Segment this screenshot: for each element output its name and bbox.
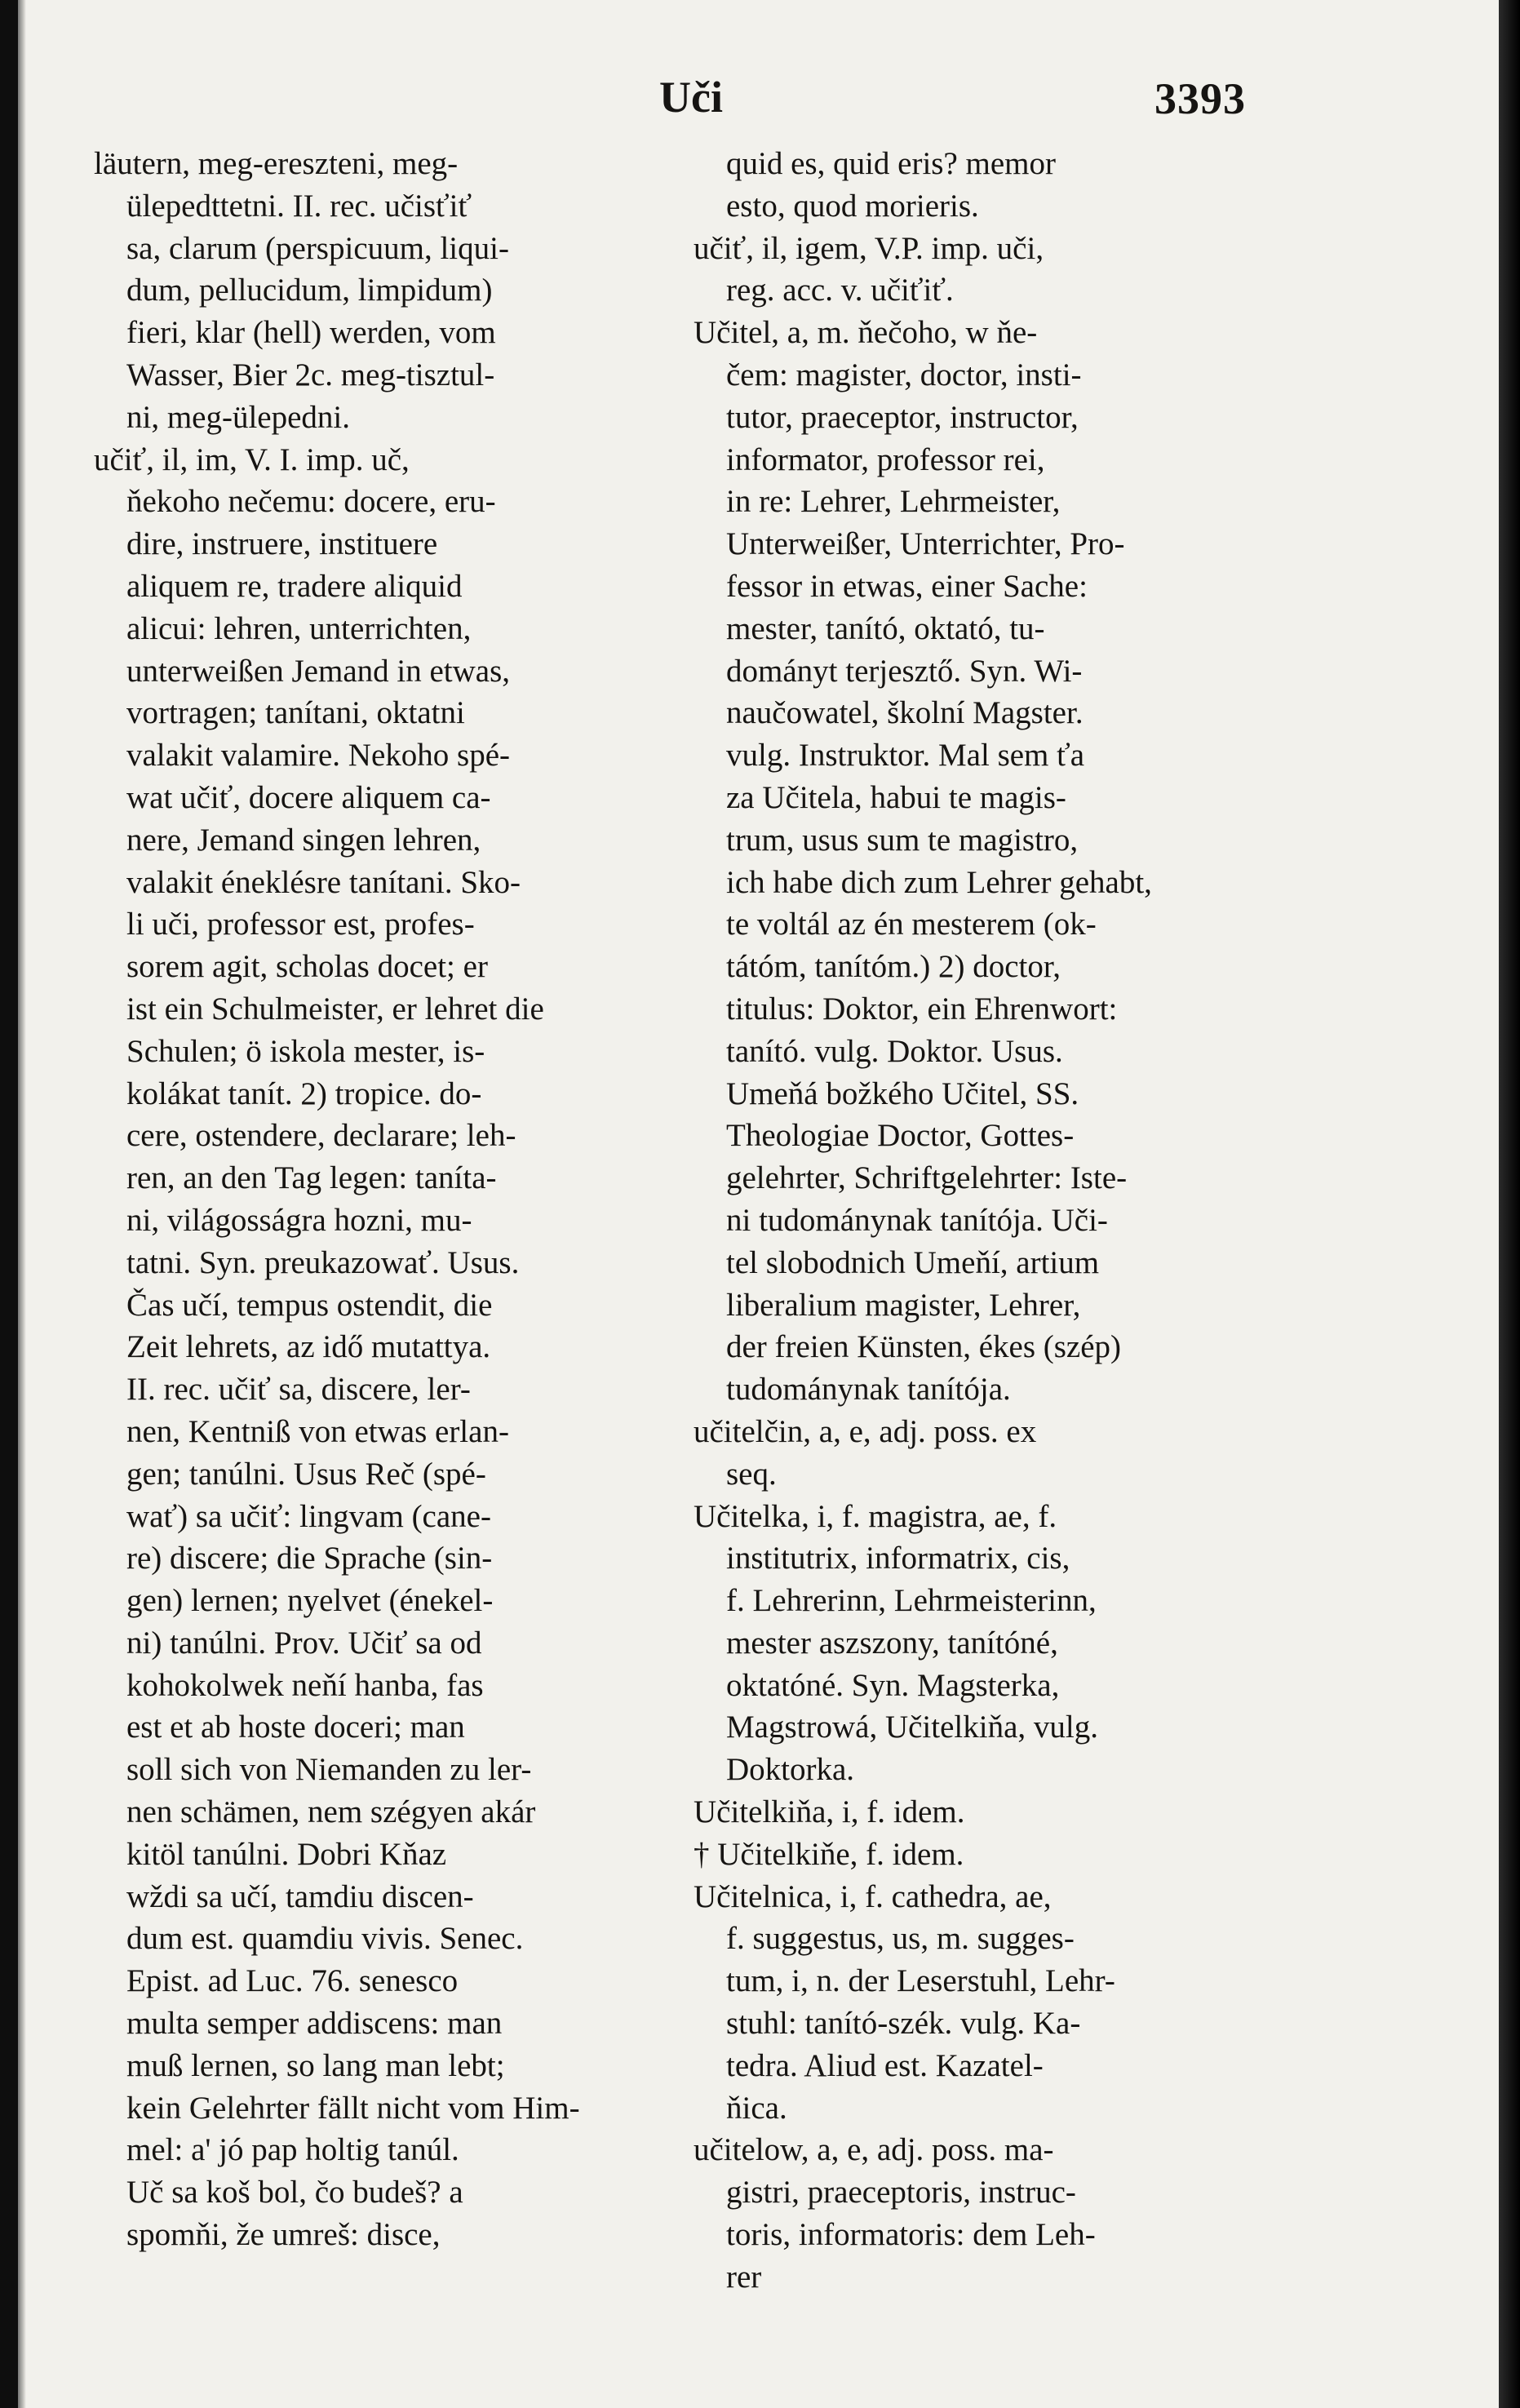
text-line: mester, tanító, oktató, tu- [726, 610, 1045, 646]
page-edge-shadow [1499, 0, 1520, 2408]
text-line: tel slobodnich Umeňí, artium [726, 1244, 1100, 1280]
entry-headword-line: läutern, meg-ereszteni, meg- [94, 146, 459, 181]
text-line: seq. [726, 1456, 777, 1492]
text-line: in re: Lehrer, Lehrmeister, [726, 484, 1061, 520]
text-line: Doktorka. [726, 1752, 855, 1788]
text-line: ülepedttetni. II. rec. učisťiť [126, 188, 472, 224]
text-line: Uč sa koš bol, čo budeš? a [126, 2175, 463, 2211]
text-line: dum est. quamdiu vivis. Senec. [126, 1921, 524, 1957]
text-line: Epist. ad Luc. 76. senesco [126, 1963, 459, 1999]
text-line: toris, informatoris: dem Leh- [726, 2217, 1096, 2253]
text-line: alicui: lehren, unterrichten, [126, 610, 472, 646]
left-column [94, 143, 677, 2256]
text-line: gelehrter, Schriftgelehrter: Iste- [726, 1160, 1128, 1196]
text-line: ňekoho nečemu: docere, eru- [126, 484, 496, 520]
text-line: Umeňá božkého Učitel, SS. [726, 1075, 1079, 1111]
entry-headword-line: † Učitelkiňe, f. idem. [694, 1836, 964, 1872]
text-line: multa semper addiscens: man [126, 2006, 503, 2042]
text-line: re) discere; die Sprache (sin- [126, 1541, 493, 1577]
entry-headword-line: Učitelkiňa, i, f. idem. [694, 1794, 965, 1830]
text-line: dum, pellucidum, limpidum) [126, 273, 493, 308]
text-line: sorem agit, scholas docet; er [126, 949, 488, 985]
text-line: valakit valamire. Nekoho spé- [126, 738, 510, 774]
text-line: sa, clarum (perspicuum, liqui- [126, 230, 509, 266]
text-line: nere, Jemand singen lehren, [126, 822, 481, 858]
text-line: tanító. vulg. Doktor. Usus. [726, 1033, 1063, 1069]
text-line: vulg. Instruktor. Mal sem ťa [726, 738, 1085, 774]
text-line: Wasser, Bier 2c. meg-tisztul- [126, 357, 495, 392]
text-line: ni, meg-ülepedni. [126, 399, 351, 435]
text-line: fieri, klar (hell) werden, vom [126, 315, 496, 351]
text-line: valakit éneklésre tanítani. Sko- [126, 864, 521, 900]
text-line: Unterweißer, Unterrichter, Pro- [726, 526, 1125, 562]
text-line: li uči, professor est, profes- [126, 907, 475, 942]
text-line: ren, an den Tag legen: taníta- [126, 1160, 497, 1196]
text-line: titulus: Doktor, ein Ehrenwort: [726, 991, 1118, 1027]
text-line: ni tudománynak tanítója. Uči- [726, 1202, 1108, 1238]
text-line: Čas učí, tempus ostendit, die [126, 1287, 493, 1323]
text-line: wať) sa učiť: lingvam (cane- [126, 1498, 491, 1534]
text-line: liberalium magister, Lehrer, [726, 1287, 1081, 1323]
text-line: nen, Kentniß von etwas erlan- [126, 1413, 509, 1449]
text-line: aliquem re, tradere aliquid [126, 568, 463, 604]
text-line: tutor, praeceptor, instructor, [726, 399, 1079, 435]
text-line: quid es, quid eris? memor [726, 146, 1056, 181]
text-line: naučowatel, školní Magster. [726, 695, 1083, 731]
text-line: f. suggestus, us, m. sugges- [726, 1921, 1075, 1957]
text-line: spomňi, že umreš: disce, [126, 2217, 441, 2253]
right-column [694, 143, 1273, 2299]
text-line: vortragen; tanítani, oktatni [126, 695, 465, 731]
text-line: gen) lernen; nyelvet (énekel- [126, 1583, 494, 1619]
entry-headword-line: učiť, il, igem, V.P. imp. uči, [694, 230, 1044, 266]
text-line: Schulen; ö iskola mester, is- [126, 1033, 485, 1069]
text-line: tum, i, n. der Leserstuhl, Lehr- [726, 1963, 1115, 1999]
text-line: ni, világosságra hozni, mu- [126, 1202, 472, 1238]
text-line: f. Lehrerinn, Lehrmeisterinn, [726, 1583, 1097, 1619]
text-line: tátóm, tanítóm.) 2) doctor, [726, 949, 1061, 985]
gutter-shadow [18, 0, 26, 2408]
text-line: ni) tanúlni. Prov. Učiť sa od [126, 1625, 482, 1661]
text-line: rer [726, 2259, 762, 2295]
text-line: wat učiť, docere aliquem ca- [126, 779, 491, 815]
text-line: soll sich von Niemanden zu ler- [126, 1752, 532, 1788]
text-line: te voltál az én mesterem (ok- [726, 907, 1097, 942]
text-line: mester aszszony, tanítóné, [726, 1625, 1058, 1661]
entry-headword-line: Učitelnica, i, f. cathedra, ae, [694, 1878, 1052, 1914]
text-line: tatni. Syn. preukazowať. Usus. [126, 1244, 520, 1280]
text-line: ich habe dich zum Lehrer gehabt, [726, 864, 1152, 900]
text-line: wždi sa učí, tamdiu discen- [126, 1878, 474, 1914]
text-line: oktatóné. Syn. Magsterka, [726, 1667, 1060, 1703]
text-line: informator, professor rei, [726, 441, 1045, 477]
text-line: est et ab hoste doceri; man [126, 1710, 465, 1745]
text-line: dire, instruere, instituere [126, 526, 438, 562]
text-line: Zeit lehrets, az idő mutattya. [126, 1329, 491, 1365]
text-line: ňica. [726, 2090, 787, 2126]
text-line: kitöl tanúlni. Dobri Kňaz [126, 1836, 447, 1872]
entry-headword-line: Učitel, a, m. ňečoho, w ňe- [694, 315, 1038, 351]
text-line: institutrix, informatrix, cis, [726, 1541, 1070, 1577]
text-line: cere, ostendere, declarare; leh- [126, 1118, 516, 1154]
text-line: ist ein Schulmeister, er lehret die [126, 991, 544, 1027]
page-number: 3393 [1154, 74, 1246, 123]
text-line: fessor in etwas, einer Sache: [726, 568, 1088, 604]
text-line: gistri, praeceptoris, instruc- [726, 2175, 1076, 2211]
text-line: der freien Künsten, ékes (szép) [726, 1329, 1122, 1365]
text-line: kein Gelehrter fällt nicht vom Him- [126, 2090, 580, 2126]
text-line: kohokolwek neňí hanba, fas [126, 1667, 484, 1703]
text-line: reg. acc. v. učiťiť. [726, 273, 954, 308]
text-line: tedra. Aliud est. Kazatel- [726, 2047, 1044, 2083]
text-line: stuhl: tanító-szék. vulg. Ka- [726, 2006, 1081, 2042]
text-line: kolákat tanít. 2) tropice. do- [126, 1075, 482, 1111]
text-line: gen; tanúlni. Usus Reč (spé- [126, 1456, 486, 1492]
text-line: unterweißen Jemand in etwas, [126, 653, 511, 689]
text-line: za Učitela, habui te magis- [726, 779, 1066, 815]
text-line: esto, quod morieris. [726, 188, 979, 224]
book-spine-shadow [0, 0, 18, 2408]
entry-headword-line: učitelow, a, e, adj. poss. ma- [694, 2132, 1054, 2168]
running-head: Uči [659, 73, 723, 122]
text-line: trum, usus sum te magistro, [726, 822, 1079, 858]
text-line: mel: a' jó pap holtig tanúl. [126, 2132, 459, 2168]
text-line: muß lernen, so lang man lebt; [126, 2047, 505, 2083]
text-line: tudománynak tanítója. [726, 1372, 1011, 1408]
text-line: nen schämen, nem szégyen akár [126, 1794, 536, 1830]
entry-headword-line: Učitelka, i, f. magistra, ae, f. [694, 1498, 1057, 1534]
text-line: čem: magister, doctor, insti- [726, 357, 1082, 392]
text-line: Theologiae Doctor, Gottes- [726, 1118, 1075, 1154]
entry-headword-line: učiť, il, im, V. I. imp. uč, [94, 441, 410, 477]
text-line: II. rec. učiť sa, discere, ler- [126, 1372, 471, 1408]
text-line: Magstrowá, Učitelkiňa, vulg. [726, 1710, 1098, 1745]
text-line: dományt terjesztő. Syn. Wi- [726, 653, 1083, 689]
entry-headword-line: učitelčin, a, e, adj. poss. ex [694, 1413, 1037, 1449]
